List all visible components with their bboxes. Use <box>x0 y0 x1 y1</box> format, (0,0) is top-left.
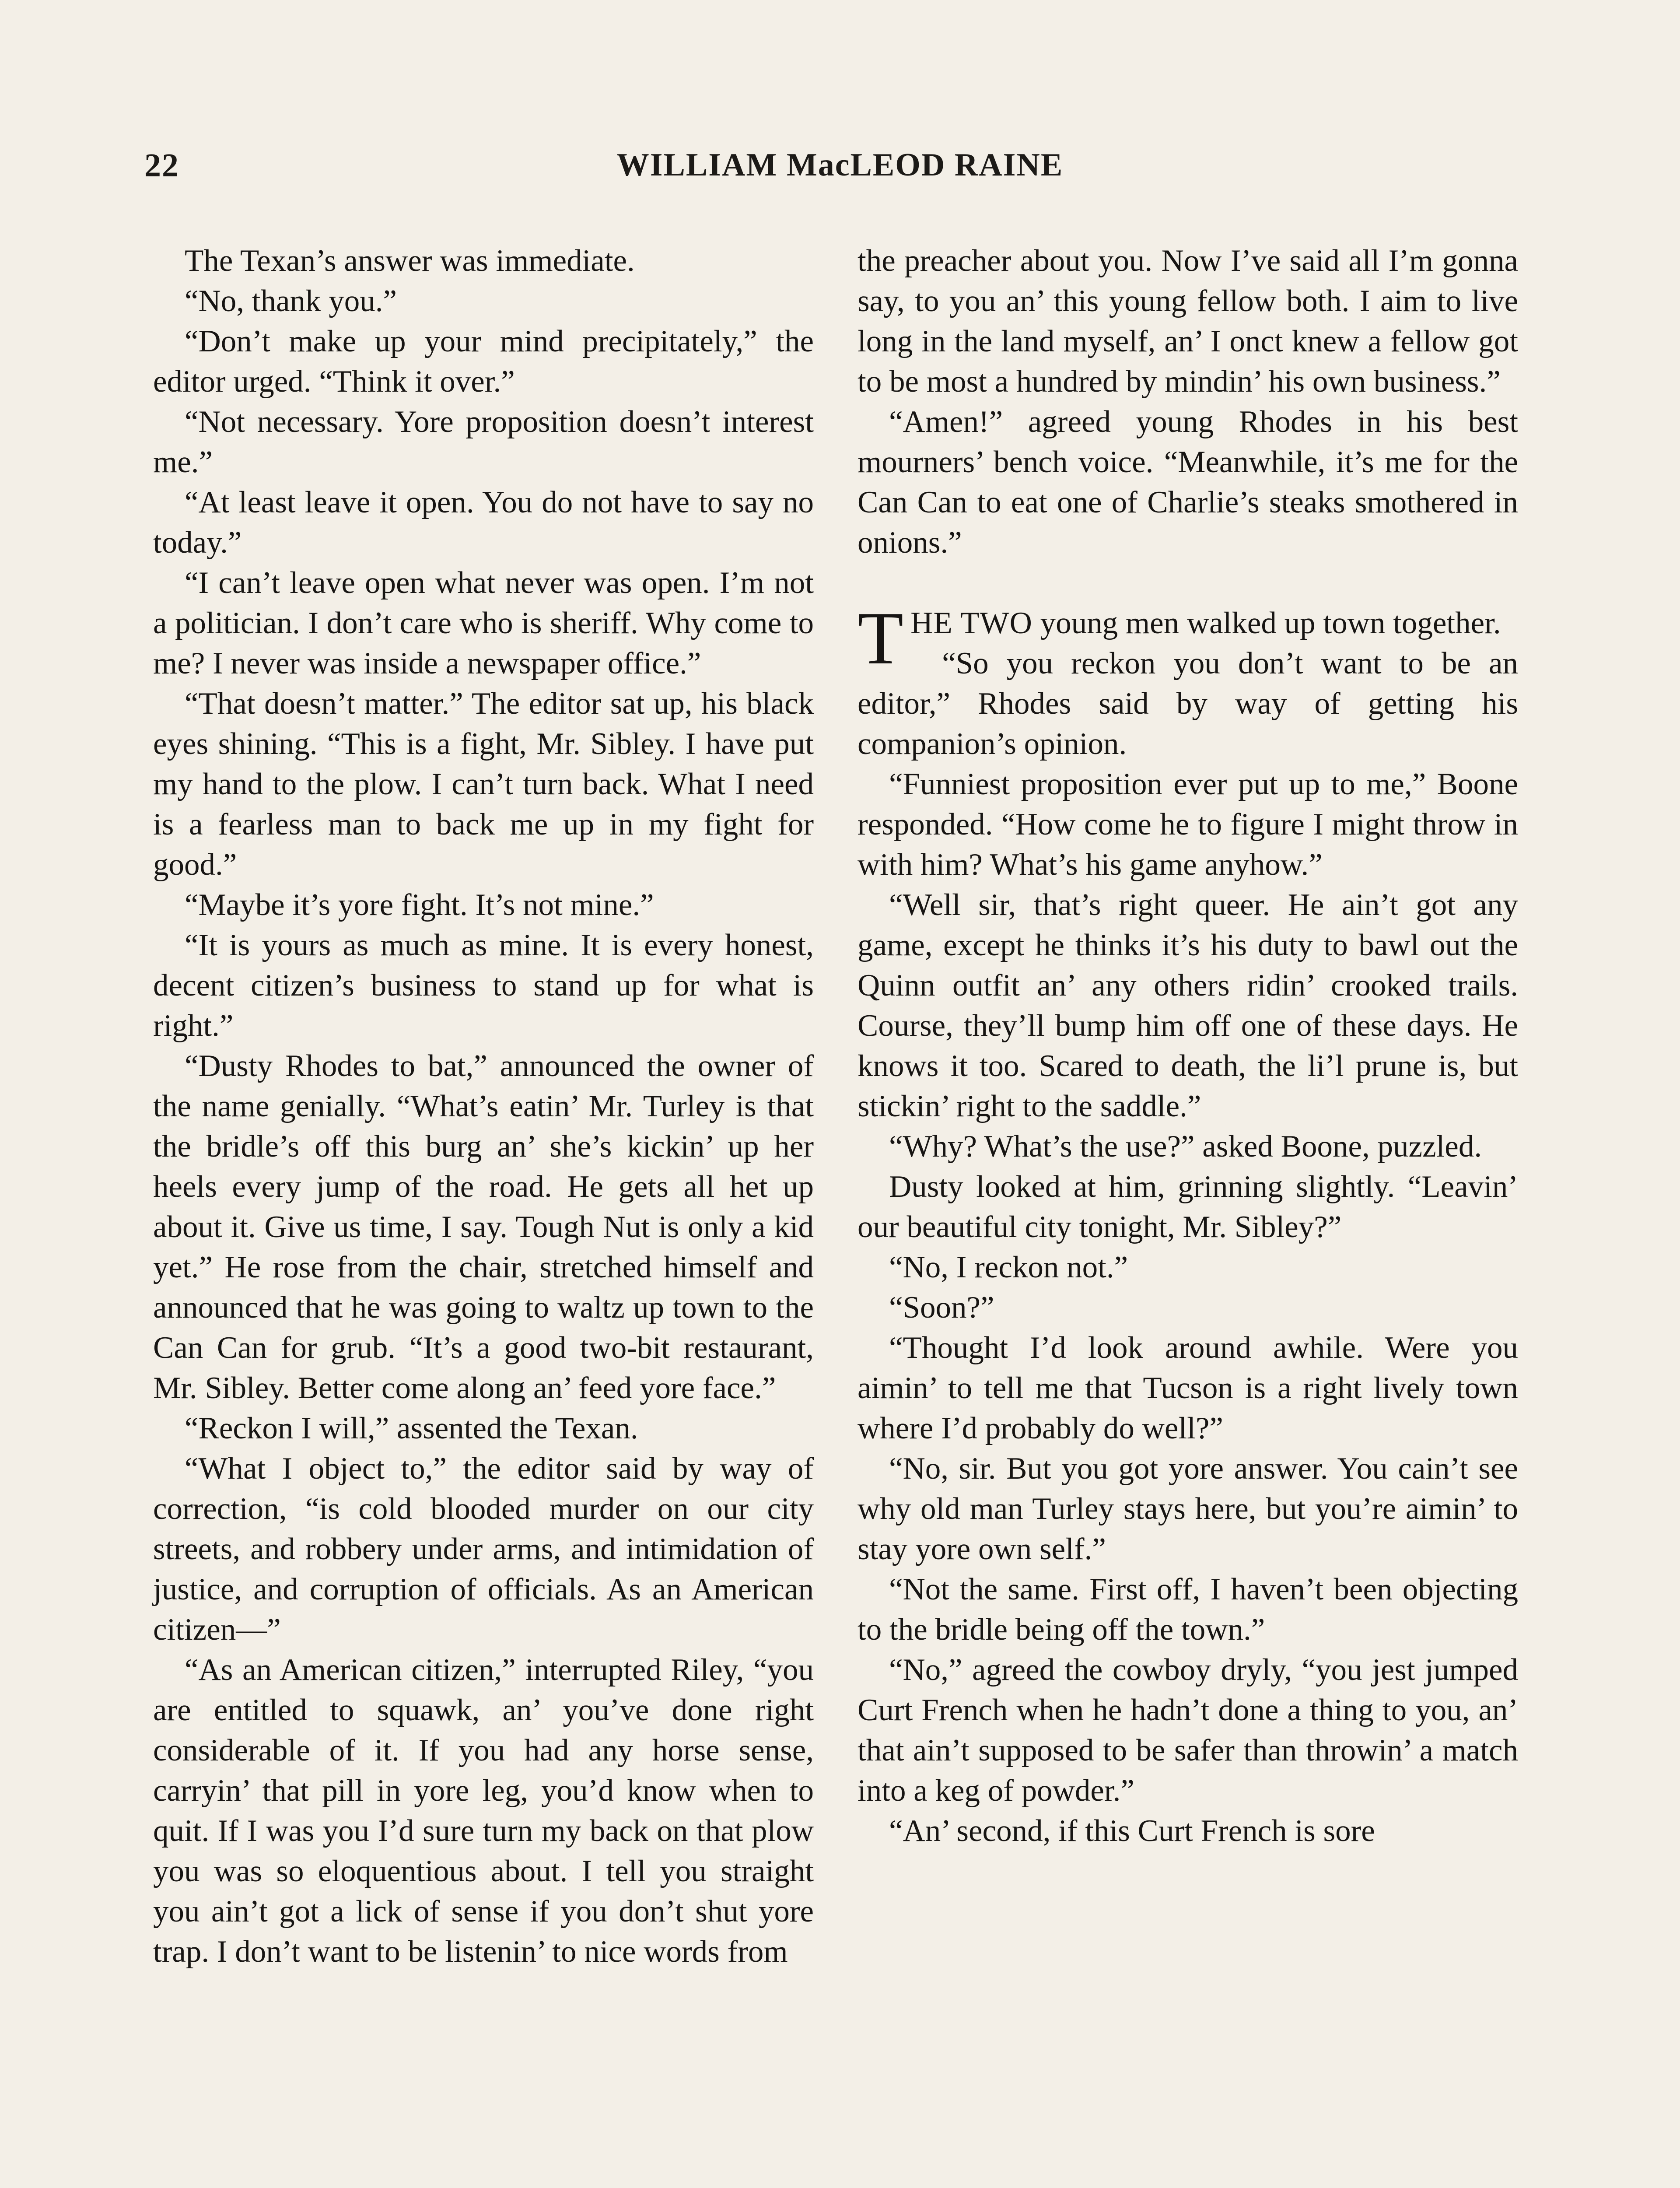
paragraph: “An’ second, if this Curt French is sore <box>889 1814 1375 1848</box>
paragraph: “Why? What’s the use?” asked Boone, puzzled. <box>889 1129 1482 1164</box>
paragraph: Dusty looked at him, grinning slightly. “Leavin’ our beautiful city tonight, Mr. Sibley?” <box>858 1170 1518 1244</box>
page-number: 22 <box>144 147 179 184</box>
paragraph: “Not the same. First off, I haven’t been objecting to the bridle being off the town.” <box>858 1572 1518 1647</box>
page-header <box>144 149 1536 201</box>
paragraph: “That doesn’t matter.” The editor sat up, his black eyes shining. “This is a fight, Mr. Sibley. I have put my hand to the plow. I can’t turn back. What I need is a fearless man to back me up in my fight for good.” <box>153 687 814 882</box>
running-head: WILLIAM MacLEOD RAINE <box>616 147 1064 183</box>
paragraph: “Not necessary. Yore proposition doesn’t interest me.” <box>153 405 814 479</box>
paragraph: “Don’t make up your mind precipitately,” the editor urged. “Think it over.” <box>153 324 814 399</box>
paragraph: “Reckon I will,” assented the Texan. <box>185 1411 638 1445</box>
opening-text: young men walked up town together. <box>1032 606 1501 640</box>
right-text-column <box>858 241 1518 1851</box>
paragraph: “I can’t leave open what never was open. I’m not a politician. I don’t care who is sheriff. Why come to me? I never was inside a newspaper office.” <box>153 566 814 680</box>
opening-caps: HE TWO <box>910 606 1032 640</box>
paragraph: “No, thank you.” <box>185 284 397 318</box>
paragraph: “No, I reckon not.” <box>889 1250 1128 1284</box>
paragraph: “Thought I’d look around awhile. Were you aimin’ to tell me that Tucson is a right lively town where I’d probably do well?” <box>858 1331 1518 1445</box>
paragraph: “No, sir. But you got yore answer. You cain’t see why old man Turley stays here, but you’re aimin’ to stay yore own self.” <box>858 1452 1518 1566</box>
paragraph: “At least leave it open. You do not have to say no today.” <box>153 485 814 560</box>
paragraph: “It is yours as much as mine. It is every honest, decent citizen’s business to stand up for what is right.” <box>153 928 814 1043</box>
paragraph: “As an American citizen,” interrupted Riley, “you are entitled to squawk, an’ you’ve done right considerable of it. If you had any horse sense, carryin’ that pill in yore leg, you’d know when to quit. If I was you I’d sure turn my back on that plow you was so eloquentious about. I tell you straight you ain’t got a lick of sense if you don’t shut yore trap. I don’t want to be listenin’ to nice words from <box>153 1653 814 1969</box>
paragraph: “Well sir, that’s right queer. He ain’t got any game, except he thinks it’s his duty to bawl out the Quinn outfit an’ any others ridin’ crooked trails. Course, they’ll bump him off one of these days. He knows it too. Scared to death, the li’l prune is, but stickin’ right to the saddle.” <box>858 888 1518 1123</box>
left-text-column <box>153 241 814 1972</box>
paragraph: “What I object to,” the editor said by way of correction, “is cold blooded murder on our city streets, and robbery under arms, and intimidation of justice, and corruption of officials. As an American citizen—” <box>153 1452 814 1647</box>
paragraph: “Dusty Rhodes to bat,” announced the owner of the name genially. “What’s eatin’ Mr. Turley is that the bridle’s off this burg an’ she’s kickin’ up her heels every jump of the road. He gets all het up about it. Give us time, I say. Tough Nut is only a kid yet.” He rose from the chair, stretched himself and announced that he was going to waltz up town to the Can Can for grub. “It’s a good two-bit restaurant, Mr. Sibley. Better come along an’ feed yore face.” <box>153 1049 814 1405</box>
paragraph: “Maybe it’s yore fight. It’s not mine.” <box>185 888 654 922</box>
drop-cap: T <box>858 597 904 680</box>
paragraph: The Texan’s answer was immediate. <box>185 244 635 278</box>
continued-paragraph: the preacher about you. Now I’ve said all I’m gonna say, to you an’ this young fellow both. I aim to live long in the land myself, an’ I onct knew a fellow got to be most a hundred by mindin’ his own business.” <box>858 244 1518 399</box>
paragraph: “No,” agreed the cowboy dryly, “you jest jumped Curt French when he hadn’t done a thing to you, an’ that ain’t supposed to be safer than throwin’ a match into a keg of powder.” <box>858 1653 1518 1808</box>
paragraph: “Soon?” <box>889 1290 994 1325</box>
paragraph: “Amen!” agreed young Rhodes in his best mourners’ bench voice. “Meanwhile, it’s me for the Can Can to eat one of Charlie’s steaks smothered in onions.” <box>858 405 1518 560</box>
paragraph: “Funniest proposition ever put up to me,” Boone responded. “How come he to figure I might throw in with him? What’s his game anyhow.” <box>858 767 1518 882</box>
section-opening-paragraph <box>858 597 1518 680</box>
paragraph: “So you reckon you don’t want to be an editor,” Rhodes said by way of getting his companion’s opinion. <box>858 646 1518 761</box>
